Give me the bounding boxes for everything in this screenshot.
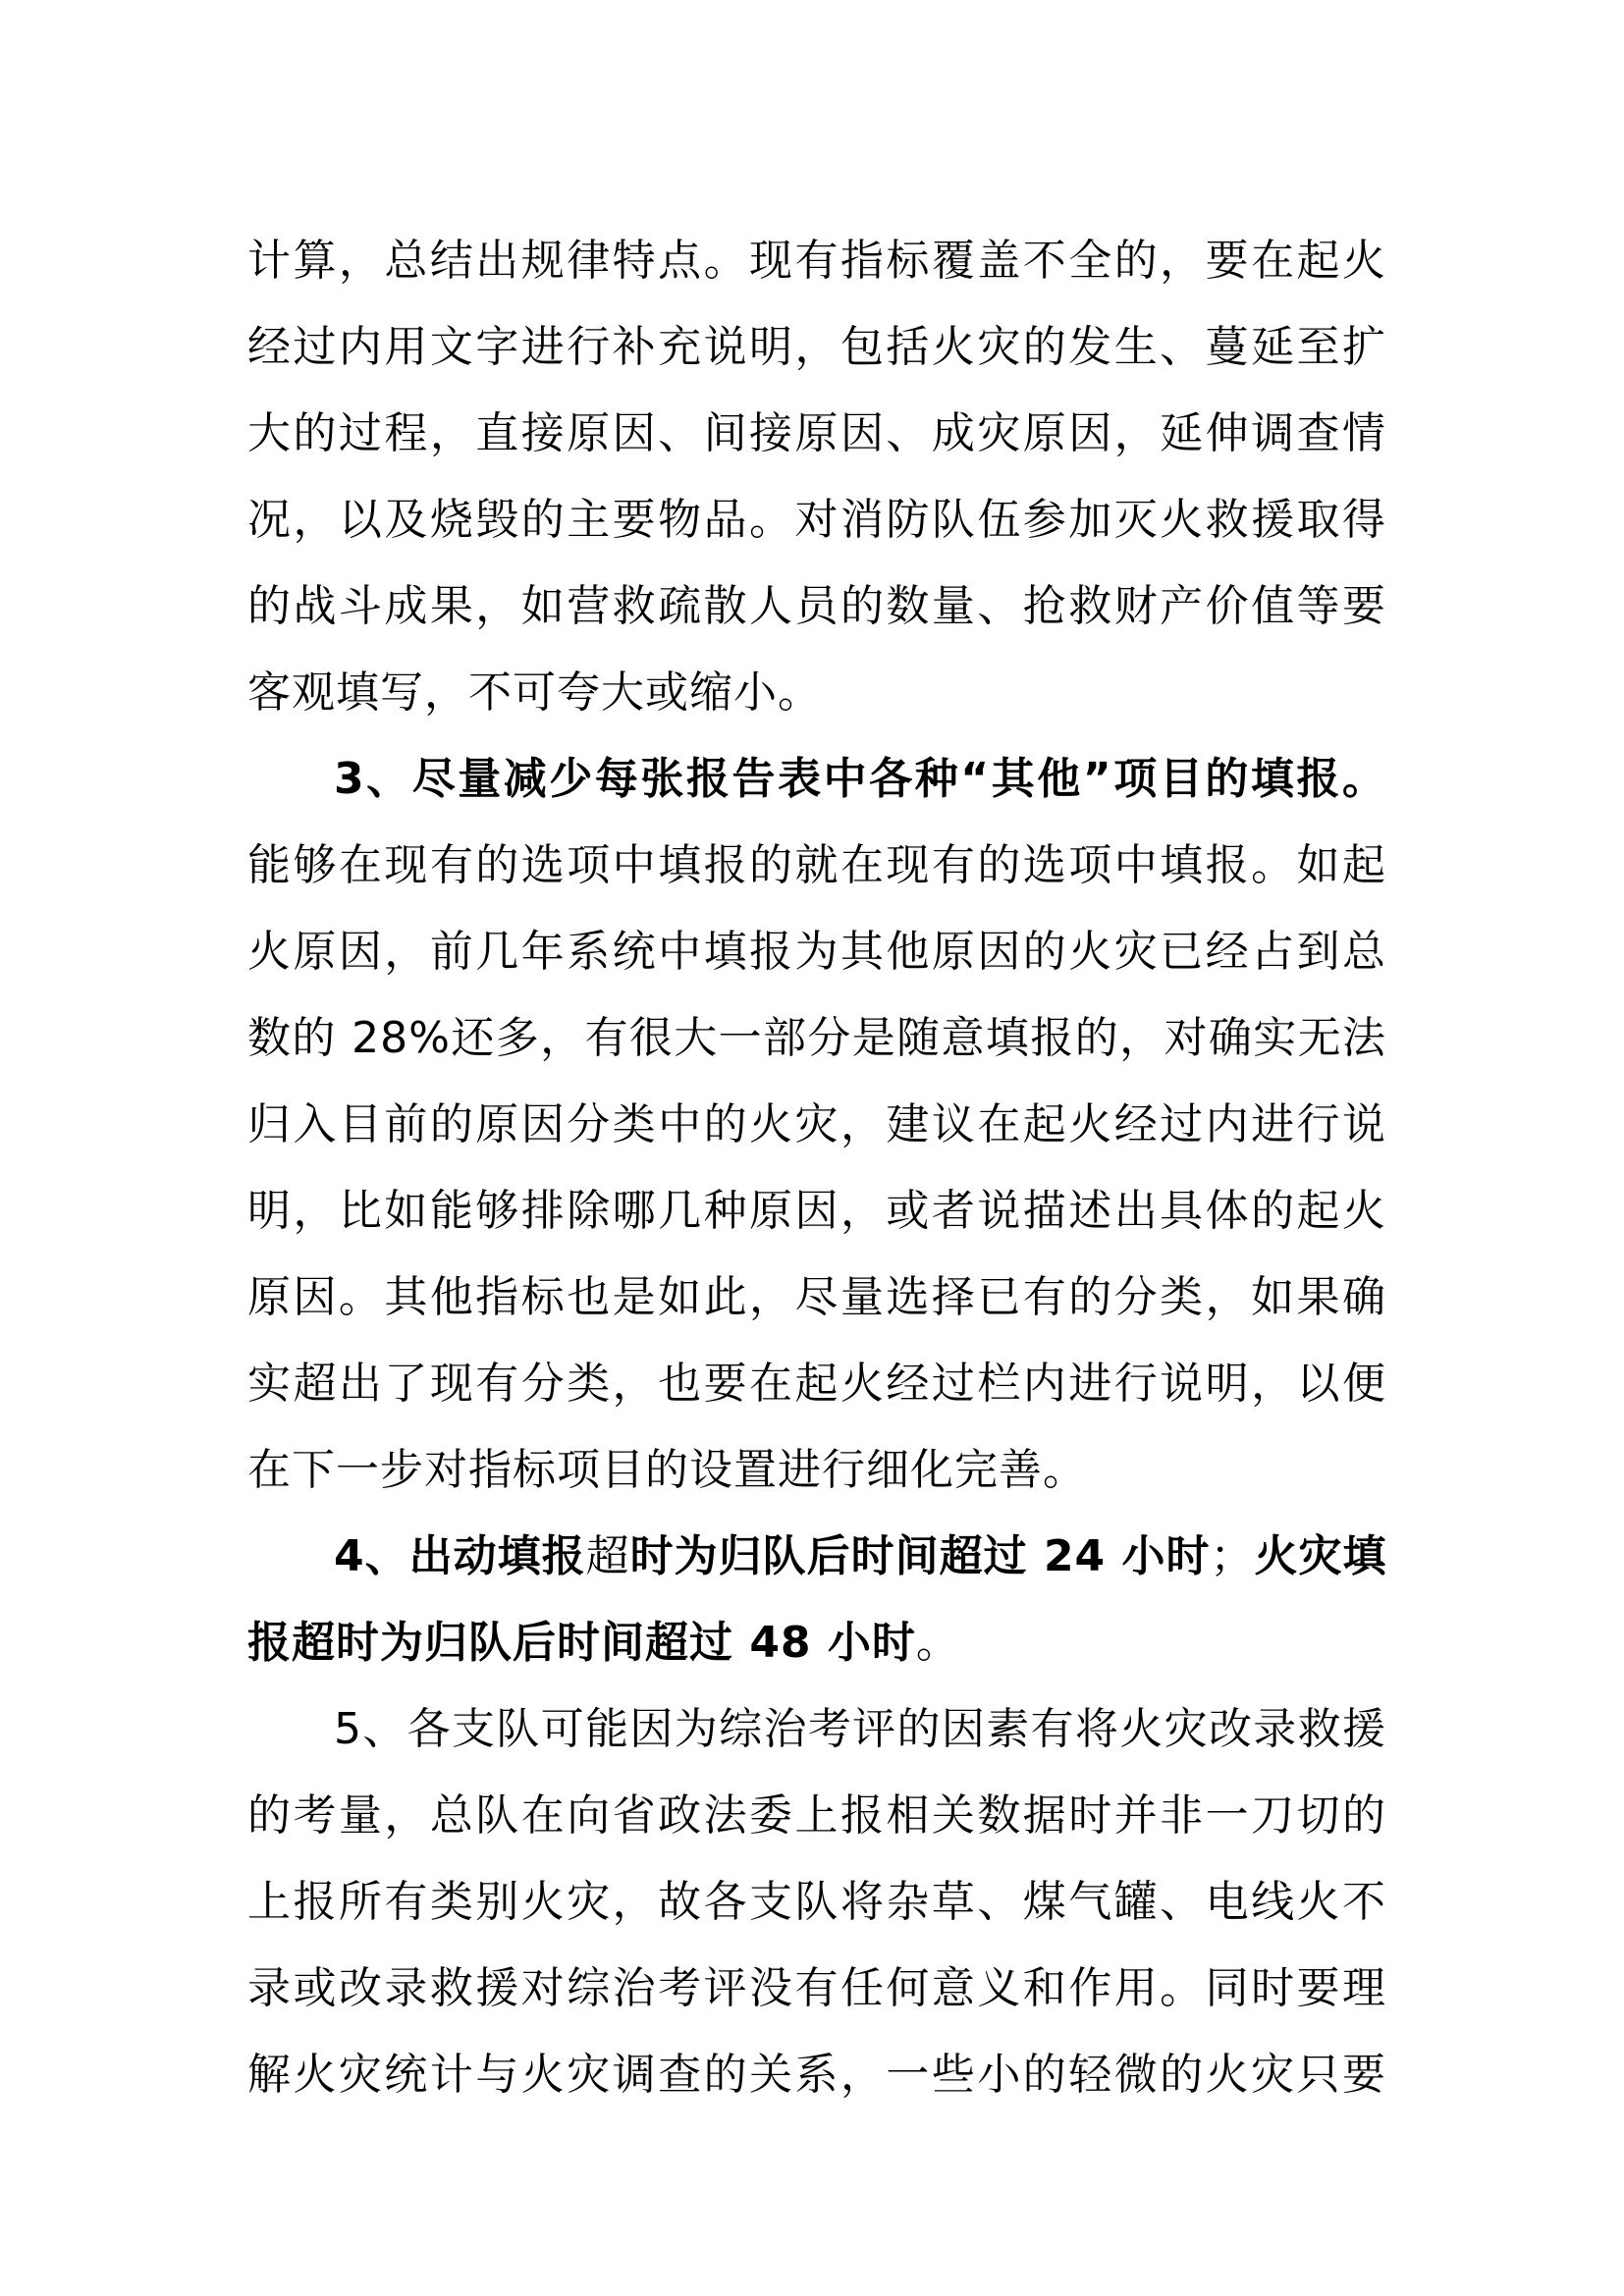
paragraph-5-line-1: 的考量，总队在向省政法委上报相关数据时并非一刀切的 (247, 1790, 1386, 1841)
paragraph-4-bold-segment-c: 火灾填 (1254, 1531, 1387, 1581)
paragraph-3-line-7: 实超出了现有分类，也要在起火经过栏内进行说明，以便 (247, 1359, 1386, 1409)
paragraph-1-line-5: 的战斗成果，如营救疏散人员的数量、抢救财产价值等要 (247, 581, 1386, 631)
paragraph-3-line-3: 数的 28%还多，有很大一部分是随意填报的，对确实无法 (247, 1013, 1386, 1063)
paragraph-3-line-8: 在下一步对指标项目的设置进行细化完善。 (247, 1445, 1087, 1495)
paragraph-1-line-2: 经过内用文字进行补充说明，包括火灾的发生、蔓延至扩 (247, 322, 1386, 372)
paragraph-4-bold-segment-b: 时为归队后时间超过 24 小时 (629, 1531, 1211, 1581)
paragraph-3-line-5: 明，比如能够排除哪几种原因，或者说描述出具体的起火 (247, 1186, 1386, 1236)
paragraph-4-bold-segment-a: 4、出动填报 (334, 1531, 586, 1581)
paragraph-1-line-4: 况，以及烧毁的主要物品。对消防队伍参加灭火救援取得 (247, 495, 1386, 545)
paragraph-3-line-2: 火原因，前几年系统中填报为其他原因的火灾已经占到总 (247, 927, 1386, 977)
paragraph-5-line-4: 解火灾统计与火灾调查的关系，一些小的轻微的火灾只要 (247, 2050, 1386, 2100)
paragraph-5-line-2: 上报所有类别火灾，故各支队将杂草、煤气罐、电线火不 (247, 1877, 1386, 1927)
paragraph-3-heading: 3、尽量减少每张报告表中各种“其他”项目的填报。 (334, 754, 1386, 804)
paragraph-3-line-4: 归入目前的原因分类中的火灾，建议在起火经过内进行说 (247, 1099, 1386, 1149)
paragraph-5-line-3: 录或改录救援对综治考评没有任何意义和作用。同时要理 (247, 1963, 1386, 2013)
paragraph-1-line-3: 大的过程，直接原因、间接原因、成灾原因，延伸调查情 (247, 408, 1386, 458)
paragraph-4-normal-segment: 超 (585, 1531, 630, 1581)
paragraph-4-bold-segment-d: 报超时为归队后时间超过 48 小时 (247, 1618, 916, 1668)
paragraph-3-line-6: 原因。其他指标也是如此，尽量选择已有的分类，如果确 (247, 1272, 1386, 1322)
paragraph-1-line-1: 计算，总结出规律特点。现有指标覆盖不全的，要在起火 (247, 236, 1386, 286)
paragraph-4-separator: ； (1210, 1531, 1255, 1581)
paragraph-5-first-line: 5、各支队可能因为综治考评的因素有将火灾改录救援 (334, 1704, 1386, 1754)
paragraph-4-line-2 (247, 1600, 1386, 1686)
paragraph-3-line-1: 能够在现有的选项中填报的就在现有的选项中填报。如起 (247, 840, 1386, 890)
paragraph-4-line-1 (334, 1514, 1386, 1600)
paragraph-1-line-6: 客观填写，不可夸大或缩小。 (247, 667, 822, 718)
paragraph-4-period: 。 (915, 1618, 960, 1668)
